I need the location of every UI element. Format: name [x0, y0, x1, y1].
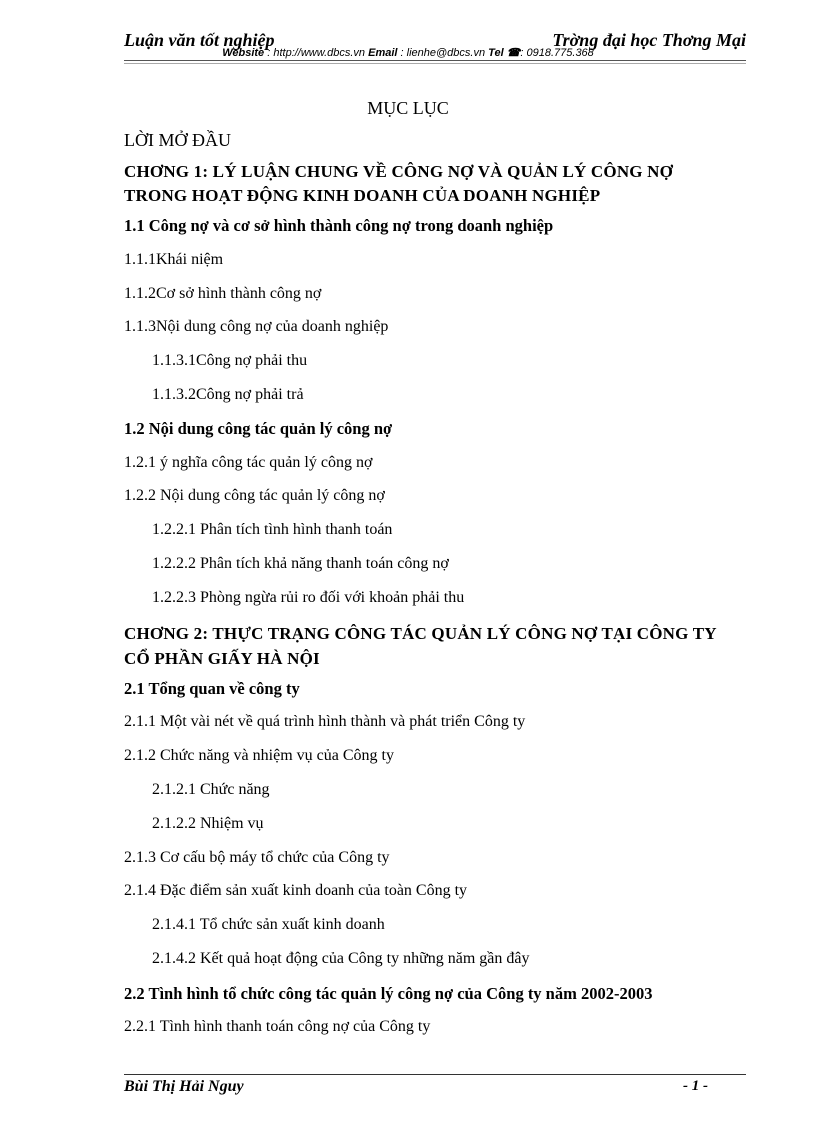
chapter-2-heading-line2: CỔ PHẦN GIẤY HÀ NỘI — [124, 649, 320, 668]
toc-item-1-1-3-2: 1.1.3.2Công nợ phải trả — [152, 386, 304, 403]
website-label: Website — [222, 47, 265, 59]
toc-item-1-1-3: 1.1.3Nội dung công nợ của doanh nghiệp — [124, 318, 389, 335]
email-address: : lienhe@dbcs.vn — [397, 47, 489, 59]
toc-item-1-1-3-1: 1.1.3.1Công nợ phải thu — [152, 352, 308, 369]
toc-item-2-1-1: 2.1.1 Một vài nét về quá trình hình thành và phát triển Công ty — [124, 713, 526, 730]
toc-item-1-2-2-2: 1.2.2.2 Phân tích khả năng thanh toán công nợ — [152, 555, 449, 572]
toc-item-2-1-2-1: 2.1.2.1 Chức năng — [152, 781, 270, 798]
toc-item-2-1-4: 2.1.4 Đặc điểm sản xuất kinh doanh của toàn Công ty — [124, 882, 468, 899]
header-university-label: Trờng đại học Thơng Mại — [552, 30, 746, 50]
toc-section-1-2: 1.2 Nội dung công tác quản lý công nợ — [124, 419, 393, 438]
header-divider — [124, 60, 746, 61]
toc-item-2-1-2: 2.1.2 Chức năng và nhiệm vụ của Công ty — [124, 747, 394, 764]
toc-item-1-2-2-1: 1.2.2.1 Phân tích tình hình thanh toán — [152, 521, 393, 538]
footer-page-number: - 1 - — [683, 1078, 708, 1094]
toc-section-2-1: 2.1 Tổng quan về công ty — [124, 679, 300, 698]
header-thesis-label: Luận văn tốt nghiệp — [124, 30, 275, 50]
toc-item-1-1-1: 1.1.1Khái niệm — [124, 251, 224, 268]
toc-item-1-2-1: 1.2.1 ý nghĩa công tác quản lý công nợ — [124, 454, 373, 471]
toc-item-1-2-2-3: 1.2.2.3 Phòng ngừa rủi ro đối với khoản phải thu — [152, 589, 465, 606]
page-title: MỤC LỤC — [367, 98, 449, 118]
tel-number: : 0918.775.368 — [520, 47, 594, 59]
toc-item-1-1-2: 1.1.2Cơ sở hình thành công nợ — [124, 285, 322, 302]
toc-item-2-1-4-1: 2.1.4.1 Tổ chức sản xuất kinh doanh — [152, 916, 385, 933]
footer-divider — [124, 1074, 746, 1075]
header-contact-line — [0, 46, 816, 59]
toc-item-1-2-2: 1.2.2 Nội dung công tác quản lý công nợ — [124, 487, 385, 504]
toc-item-2-1-3: 2.1.3 Cơ cấu bộ máy tổ chức của Công ty — [124, 849, 390, 866]
chapter-2-heading-line1: CHƠNG 2: THỰC TRẠNG CÔNG TÁC QUẢN LÝ CÔNG NỢ TẠI CÔNG TY — [124, 624, 717, 643]
footer-author: Bùi Thị Hải Nguy — [124, 1078, 244, 1095]
chapter-1-heading-line2: TRONG HOẠT ĐỘNG KINH DOANH CỦA DOANH NGHIỆP — [124, 186, 601, 205]
chapter-1-heading-line1: CHƠNG 1: LÝ LUẬN CHUNG VỀ CÔNG NỢ VÀ QUẢN LÝ CÔNG NỢ — [124, 162, 674, 181]
email-label: Email — [368, 47, 398, 59]
toc-item-2-2-1: 2.2.1 Tình hình thanh toán công nợ của Công ty — [124, 1018, 431, 1035]
toc-intro: LỜI MỞ ĐẦU — [124, 130, 231, 150]
toc-item-2-1-2-2: 2.1.2.2 Nhiệm vụ — [152, 815, 264, 832]
website-url: : http://www.dbcs.vn — [264, 47, 369, 59]
tel-label: Tel ☎ — [488, 47, 521, 59]
toc-section-1-1: 1.1 Công nợ và cơ sở hình thành công nợ trong doanh nghiệp — [124, 216, 554, 235]
toc-section-2-2: 2.2 Tình hình tổ chức công tác quản lý công nợ của Công ty năm 2002-2003 — [124, 984, 653, 1003]
toc-item-2-1-4-2: 2.1.4.2 Kết quả hoạt động của Công ty những năm gần đây — [152, 950, 530, 967]
header-divider-secondary — [124, 63, 746, 64]
